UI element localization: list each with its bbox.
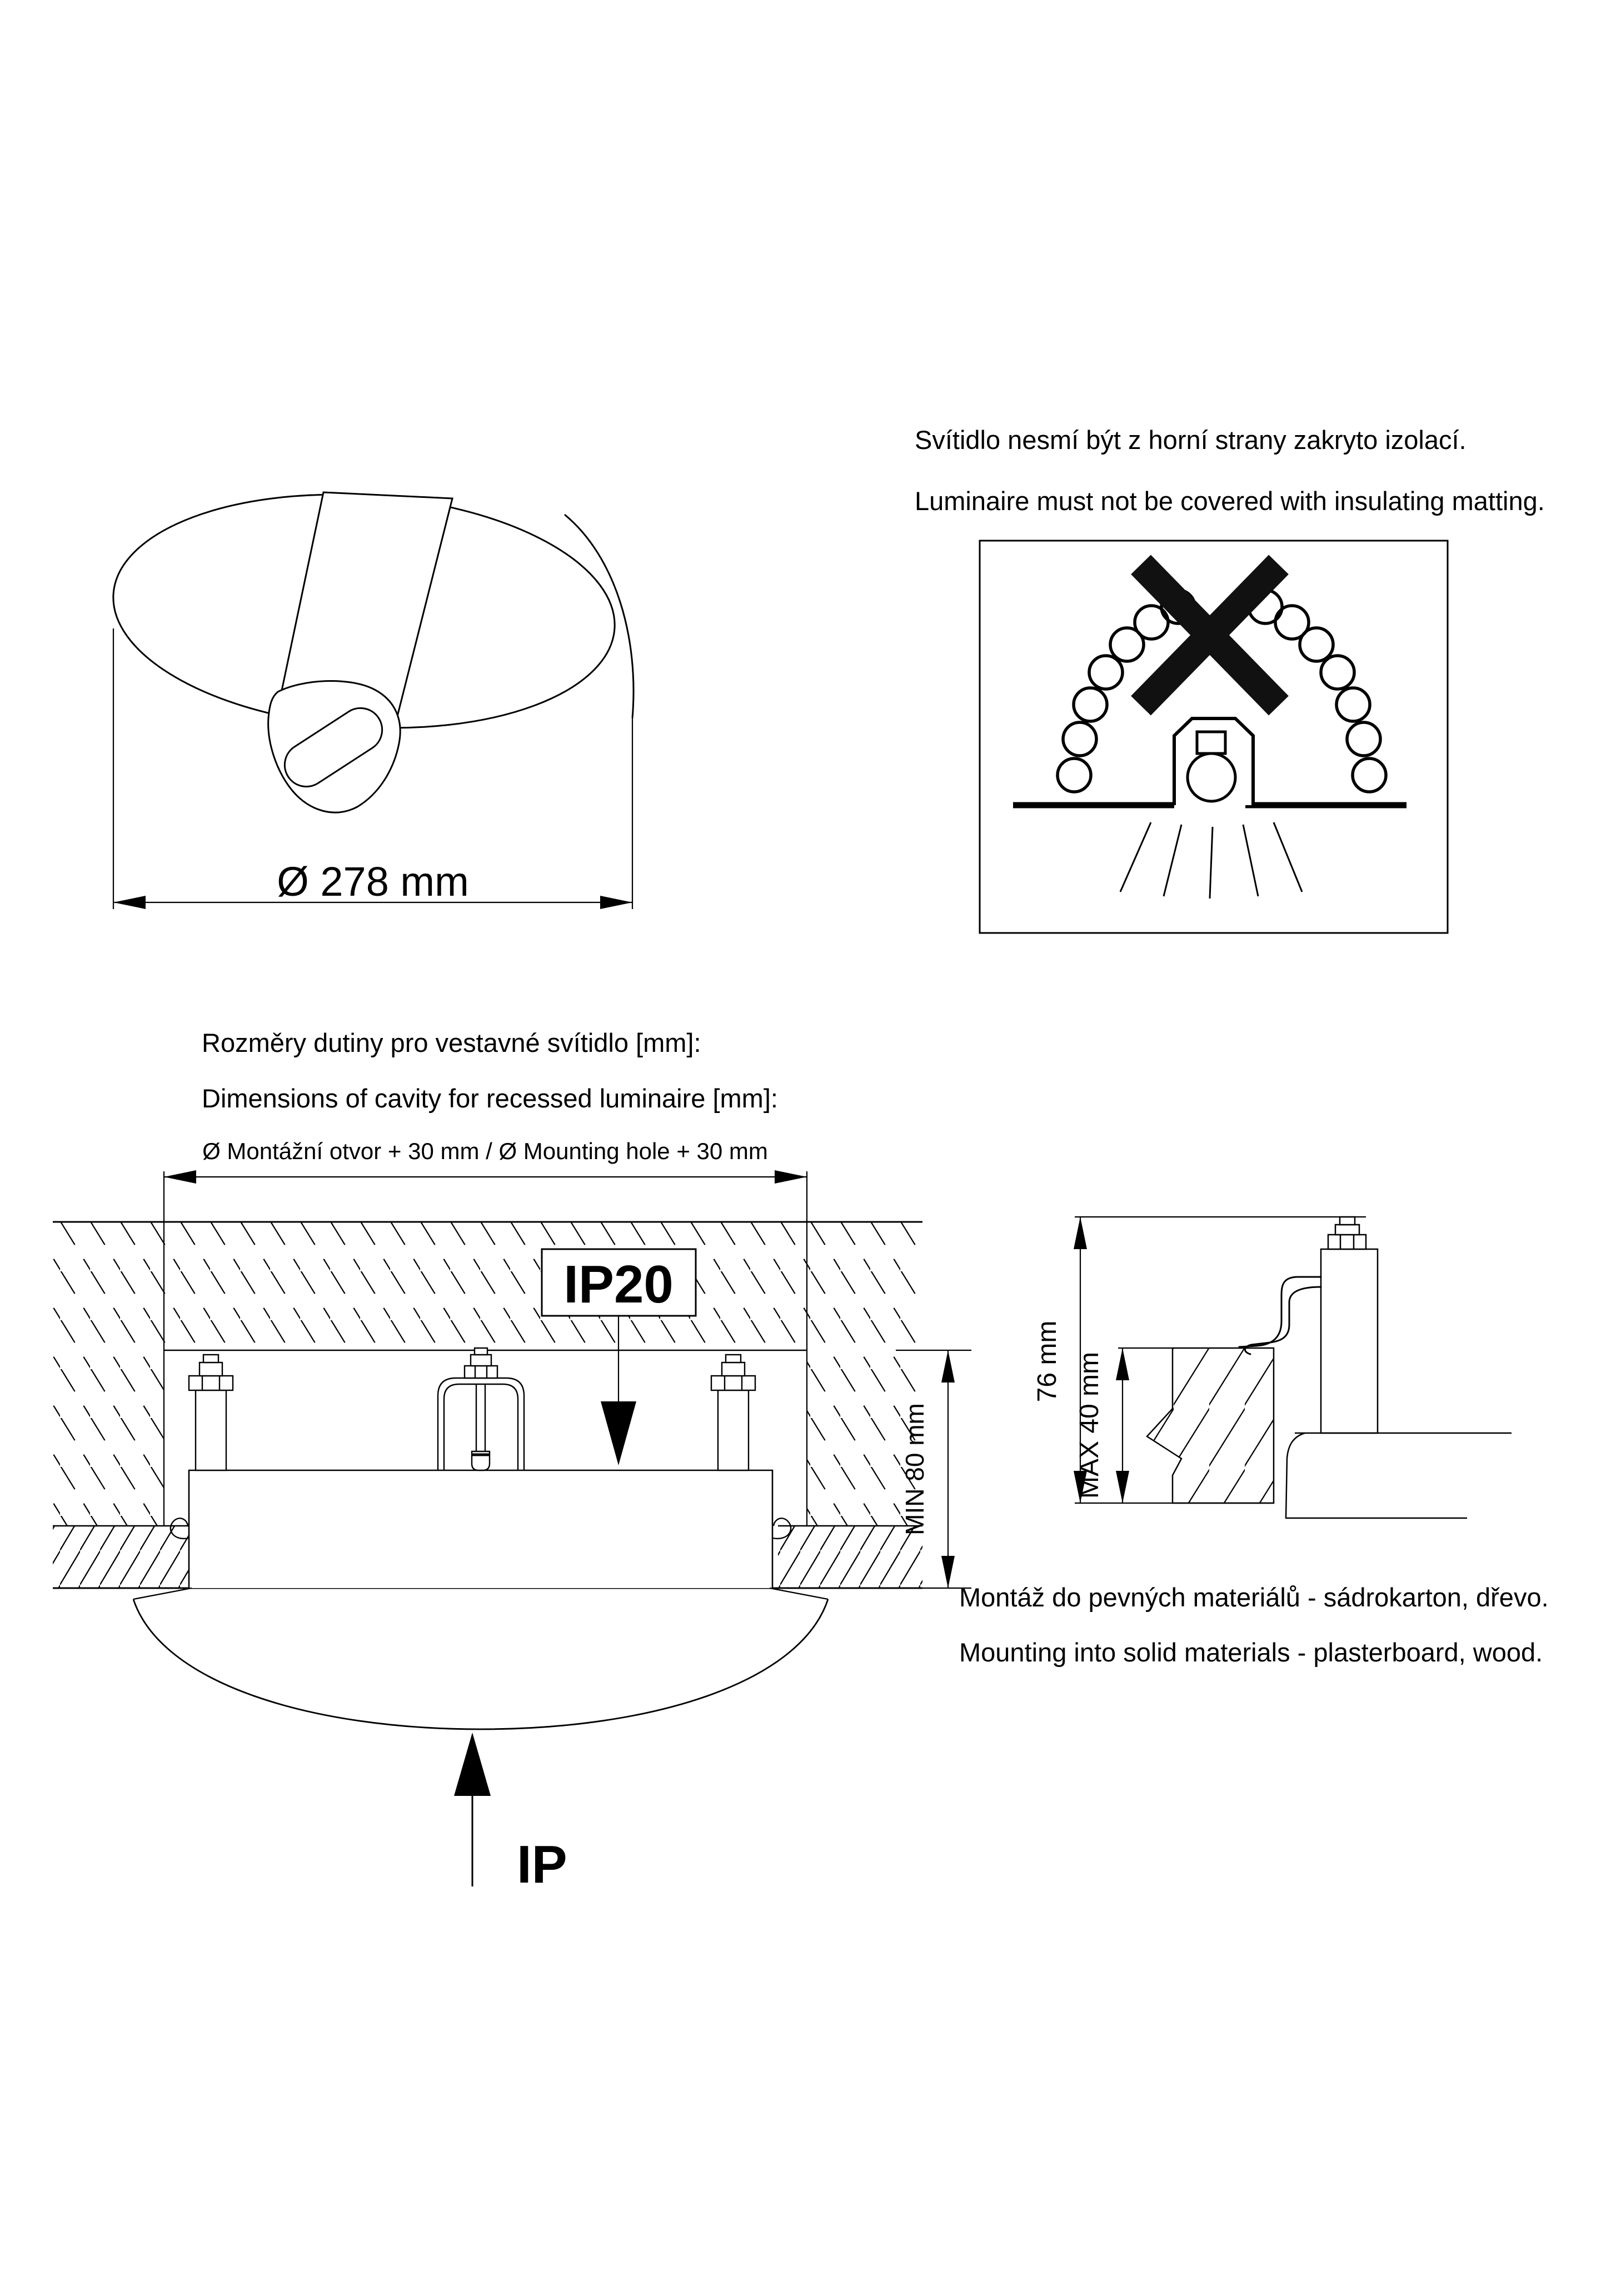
lamp-bulb: [1188, 753, 1235, 801]
total-height-dimension-label: 76 mm: [1033, 1320, 1062, 1402]
mounting-note-cz: Montáž do pevných materiálů - sádrokarton, dřevo.: [959, 1583, 1549, 1612]
detail-board: [1147, 1348, 1274, 1503]
dimension-arrow-bottom: [1116, 1471, 1129, 1503]
glass-dome: [133, 1599, 828, 1729]
ip-label: IP: [517, 1835, 567, 1894]
detail-spring-clip: [1239, 1277, 1321, 1354]
cavity-heading-en: Dimensions of cavity for recessed luminaire [mm]:: [202, 1084, 778, 1113]
dimension-arrow-left: [164, 1170, 196, 1184]
mounting-hole-dimension-label: Ø Montážní otvor + 30 mm / Ø Mounting hole + 30 mm: [202, 1138, 768, 1164]
dome-rim-lines: [133, 1588, 828, 1599]
cavity-heading-cz: Rozměry dutiny pro vestavné svítidlo [mm]:: [202, 1028, 701, 1057]
dimension-arrow-top: [941, 1350, 955, 1382]
ip20-label: IP20: [563, 1255, 674, 1314]
ip20-arrow: [601, 1401, 636, 1465]
diameter-dimension-label: Ø 278 mm: [277, 858, 469, 905]
insulation-warning-cz: Svítidlo nesmí být z horní strany zakryto izolací.: [915, 425, 1467, 455]
luminaire-pan: [189, 1470, 772, 1588]
cross-section-figure: [53, 1138, 971, 1894]
spring-post-right: [711, 1355, 755, 1470]
ip-arrow: [454, 1733, 491, 1796]
luminaire-body: [133, 1470, 828, 1729]
ip-direction-indicator: [454, 1733, 567, 1894]
dimension-arrow-bottom: [941, 1556, 955, 1588]
min-depth-dimension-label: MIN 80 mm: [900, 1403, 929, 1535]
plasterboard-layer-left: [53, 1526, 192, 1588]
dimension-arrow-right: [775, 1170, 807, 1184]
dimension-arrow-right: [600, 896, 632, 909]
max-thickness-dimension-label: MAX 40 mm: [1075, 1351, 1104, 1499]
detail-flange: [1286, 1433, 1512, 1518]
mounting-bracket-strap: [281, 492, 452, 714]
luminaire-top-view-figure: [106, 478, 634, 909]
no-insulation-figure: [980, 541, 1448, 933]
recessed-lamp-icon: [1174, 718, 1253, 805]
bracket-screw-rod: [476, 1384, 485, 1451]
insulation-warning-en: Luminaire must not be covered with insulating matting.: [915, 486, 1545, 516]
mounting-note-en: Mounting into solid materials - plasterboard, wood.: [959, 1638, 1543, 1667]
dimension-arrow-top: [1074, 1217, 1087, 1249]
dimension-arrow-left: [113, 896, 146, 909]
dimension-arrow-top: [1116, 1348, 1129, 1380]
mounting-detail-figure: [1033, 1217, 1512, 1518]
spring-post-left: [189, 1355, 233, 1470]
ip20-badge: [542, 1249, 696, 1465]
center-bracket: [438, 1348, 524, 1470]
detail-post: [1321, 1217, 1378, 1433]
luminaire-side-silhouette: [565, 515, 634, 718]
